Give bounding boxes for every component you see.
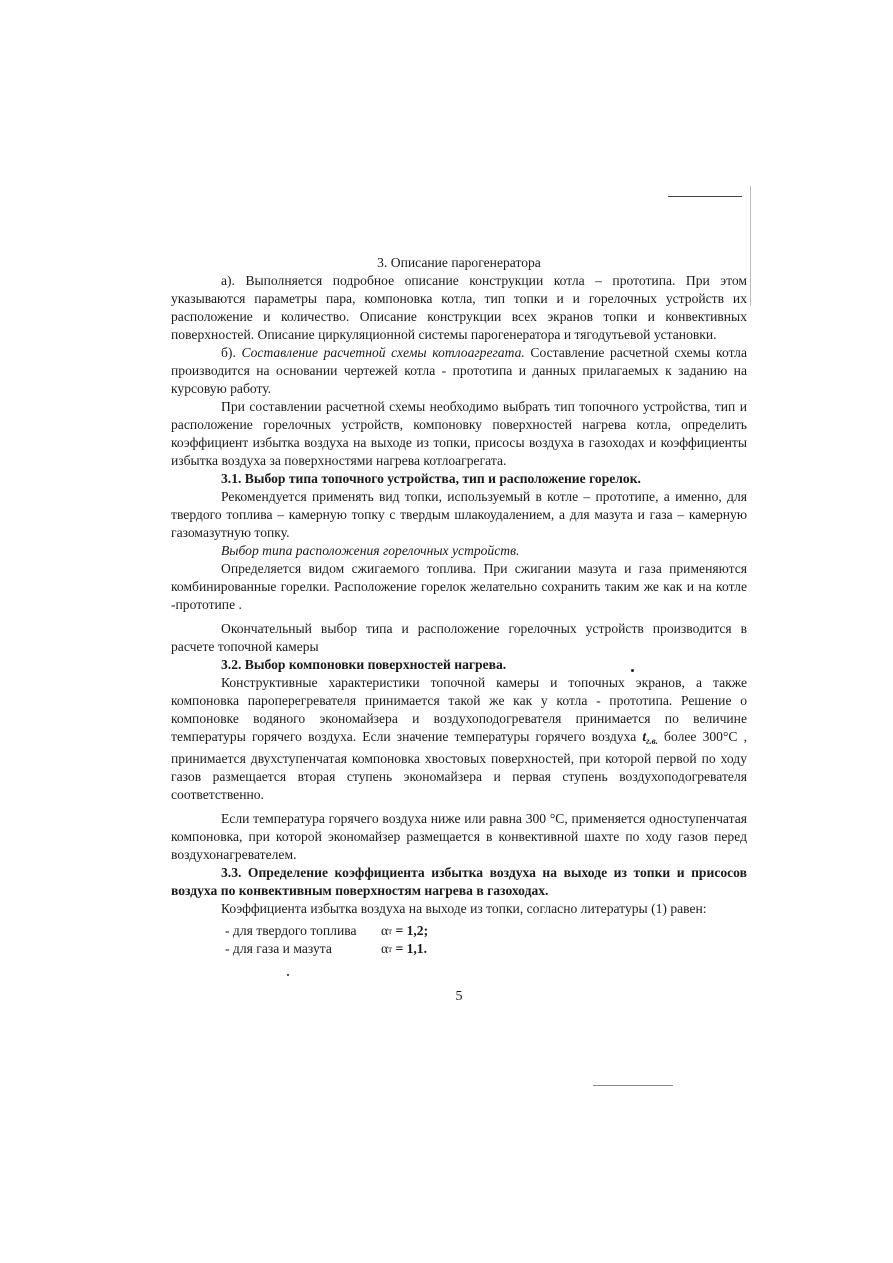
scan-artifact-line <box>593 1085 673 1086</box>
coefficient-symbol: α <box>381 941 389 956</box>
coefficient-symbol: α <box>381 923 389 938</box>
coefficient-subscript: т <box>388 926 393 936</box>
coefficient-value: = 1,2; <box>395 923 429 938</box>
paragraph-label: б). <box>221 345 242 360</box>
paragraph <box>171 344 747 398</box>
paragraph <box>171 674 747 804</box>
paragraph: При составлении расчетной схемы необходимо выбрать тип топочного устройства, тип и расположение горелочных устройств, компоновку поверхностей нагрева котла, определить коэффициент избытка воздуха на выходе из топки, присосы воздуха в газоходах и коэффициенты избытка воздуха за поверхностями нагрева котлоагрегата. <box>171 399 747 468</box>
paragraph: Если температура горячего воздуха ниже или равна 300 °С, применяется одноступенчатая компоновка, при которой экономайзер размещается в конвективной шахте по ходу газов перед воздухонагревателем. <box>171 811 747 862</box>
paragraph-text: Составление расчетной схемы котла производится на основании чертежей котла - прототипа и данных прилагаемых к заданию на курсовую работу. <box>171 345 747 396</box>
scan-artifact-dot <box>287 974 289 976</box>
paragraph: а). Выполняется подробное описание конструкции котла – прототипа. При этом указываются параметры пара, компоновка котла, тип топки и и горелочных устройств их расположение и количество. Описание конструкции всех экранов топки и конвективных поверхностей. Описание циркуляционной системы парогенератора и тягодутьевой установки. <box>171 273 747 342</box>
list-item <box>171 922 747 940</box>
scan-artifact-line <box>668 196 742 197</box>
scan-artifact-line <box>750 186 751 306</box>
paragraph: Определяется видом сжигаемого топлива. При сжигании мазута и газа применяются комбинированные горелки. Расположение горелок желательно сохранить таким же как и на котле -прототипе . <box>171 561 747 612</box>
document-page <box>171 254 747 1004</box>
page-number: 5 <box>455 989 463 1004</box>
subsection-title: 3.1. Выбор типа топочного устройства, тип и расположение горелок. <box>221 471 641 486</box>
paragraph: Окончательный выбор типа и расположение горелочных устройств производится в расчете топочной камеры <box>171 621 747 654</box>
paragraph: Рекомендуется применять вид топки, используемый в котле – прототипе, а именно, для твердого топлива – камерную топку с твердым шлакоудалением, а для мазута и газа – камерную газомазутную топку. <box>171 489 747 540</box>
paragraph-text: Конструктивные характеристики топочной камеры и топочных экранов, а также компоновка пароперегревателя принимается такой же как у котла - прототипа. Решение о компоновке водяного экономайзера и воздухоподогревателя принимается по величине температуры горячего воздуха. Если значение температуры горячего воздуха <box>171 675 747 744</box>
list-item-label: - для газа и мазута <box>225 941 332 956</box>
subsection-title: 3.3. Определение коэффициента избытка воздуха на выходе из топки и присосов воздуха по конвективным поверхностям нагрева в газоходах. <box>171 865 747 898</box>
paragraph: Коэффициента избытка воздуха на выходе из топки, согласно литературы (1) равен: <box>221 901 707 916</box>
italic-subheading: Выбор типа расположения горелочных устройств. <box>221 543 520 558</box>
coefficient-value: = 1,1. <box>395 941 428 956</box>
section-heading: 3. Описание парогенератора <box>377 255 541 270</box>
paragraph-text: более 300°C , принимается двухступенчатая компоновка хвостовых поверхностей, при которой первой по ходу газов размещается вторая ступень экономайзера и первая ступень воздухоподогревателя соответственно. <box>171 729 747 802</box>
list-item <box>171 940 747 958</box>
variable-symbol: t <box>642 729 647 744</box>
coefficient-list <box>171 922 747 958</box>
variable-subscript: г.в. <box>646 736 658 746</box>
list-item-label: - для твердого топлива <box>225 923 357 938</box>
coefficient-subscript: т <box>388 944 393 954</box>
subsection-title: 3.2. Выбор компоновки поверхностей нагрева. <box>221 657 507 672</box>
italic-phrase: Составление расчетной схемы котлоагрегата. <box>241 345 525 360</box>
